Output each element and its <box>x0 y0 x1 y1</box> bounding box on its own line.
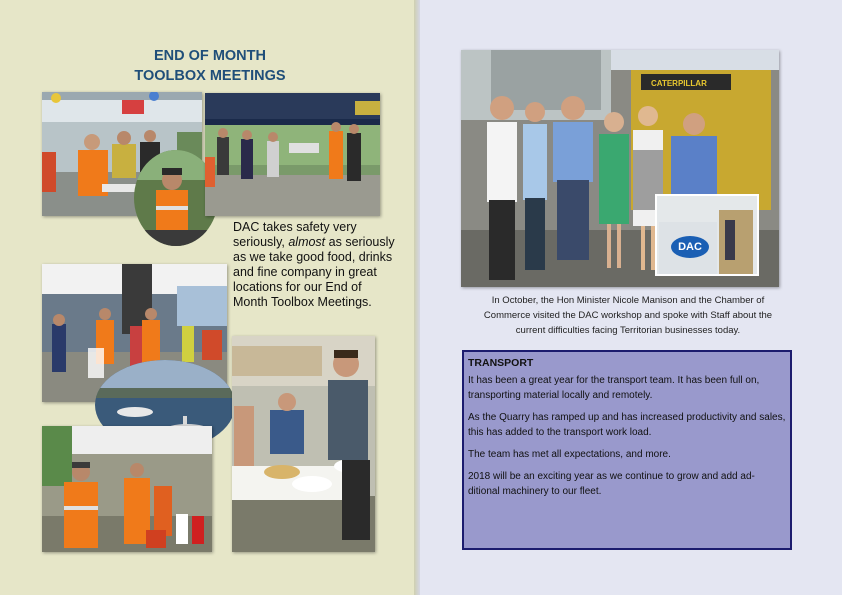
photo-group-tables <box>42 426 212 552</box>
intro-emphasis: almost <box>288 235 326 249</box>
heading-line-1: END OF MONTH <box>154 48 266 64</box>
transport-title: TRANSPORT <box>468 357 534 369</box>
caption-line-2: Commerce visited the DAC workshop and spoke with Staff about the <box>483 310 773 321</box>
transport-box <box>462 350 792 550</box>
transport-paragraph-2: As the Quarry has ramped up and has increased productivity and sales, this has added to the transport work load. <box>468 412 786 438</box>
intro-text-after: as seriously as we take good food, drinks and fine company in great locations for our End of Month Toolbox Meetings. <box>233 235 395 309</box>
caption-line-3: current difficulties facing Territorian businesses today. <box>515 325 741 336</box>
photo-tent-gathering <box>205 93 380 216</box>
caption-line-1: In October, the Hon Minister Nicole Manison and the Chamber of <box>491 295 765 306</box>
page-fold <box>414 0 420 595</box>
heading-line-2: TOOLBOX MEETINGS <box>134 68 286 84</box>
photo-caption <box>466 293 790 338</box>
page-heading <box>110 46 310 86</box>
photo-bbq-serving <box>232 336 375 552</box>
transport-paragraph-3: The team has met all expectations, and more. <box>468 449 671 460</box>
dac-logo <box>671 236 709 258</box>
transport-paragraph-1: It has been a great year for the transport team. It has been full on, transporting material locally and remotely. <box>468 375 760 401</box>
intro-paragraph <box>233 220 398 310</box>
intro-text-before: DAC takes safety very seriously, <box>233 220 357 249</box>
caterpillar-sign: CATERPILLAR <box>651 79 707 88</box>
photo-minister-visit <box>461 50 779 287</box>
transport-paragraph-4: 2018 will be an exciting year as we continue to grow and add ad-ditional machinery to our fleet. <box>468 471 755 497</box>
dac-logo-text: DAC <box>678 241 702 253</box>
